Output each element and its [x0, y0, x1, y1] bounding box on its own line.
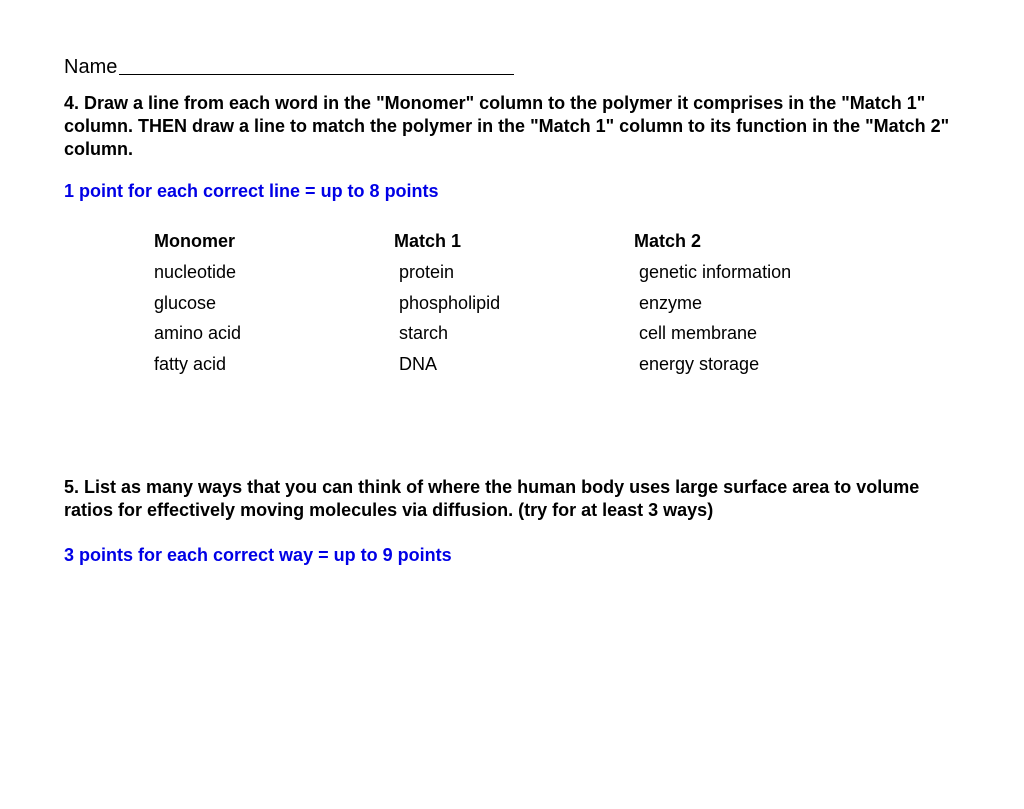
monomer-column-header: Monomer	[154, 231, 235, 251]
question-5-points: 3 points for each correct way = up to 9 points	[64, 545, 452, 565]
question-5-text: 5. List as many ways that you can think of where the human body uses large surface area to volume ratios for effectively moving molecules via diffusion. (try for at least 3 ways)	[64, 477, 920, 520]
match2-item: energy storage	[639, 353, 760, 374]
monomer-column	[154, 231, 241, 384]
question-4-points: 1 point for each correct line = up to 8 points	[64, 181, 439, 201]
match1-item: protein	[399, 262, 455, 282]
name-blank-line[interactable]	[119, 54, 514, 75]
match2-column-header: Match 2	[634, 231, 702, 251]
match1-item: DNA	[399, 353, 438, 374]
match2-item: genetic information	[639, 262, 792, 282]
match1-column	[394, 231, 500, 384]
match2-item: enzyme	[639, 292, 703, 313]
question-4-text: 4. Draw a line from each word in the "Monomer" column to the polymer it comprises in the "Match 1" column. THEN draw a line to match the polymer in the "Match 1" column to its function in the "Match 2" column.	[64, 93, 950, 159]
match1-column-header: Match 1	[394, 231, 462, 251]
monomer-item: nucleotide	[154, 262, 237, 282]
match1-item: phospholipid	[399, 292, 501, 313]
match1-item: starch	[399, 323, 449, 343]
monomer-item: glucose	[154, 292, 217, 313]
match2-column	[634, 231, 791, 384]
match2-item: cell membrane	[639, 323, 758, 343]
monomer-item: fatty acid	[154, 353, 227, 374]
monomer-item: amino acid	[154, 323, 242, 343]
name-field[interactable]	[64, 52, 514, 79]
name-label: Name	[64, 56, 118, 78]
